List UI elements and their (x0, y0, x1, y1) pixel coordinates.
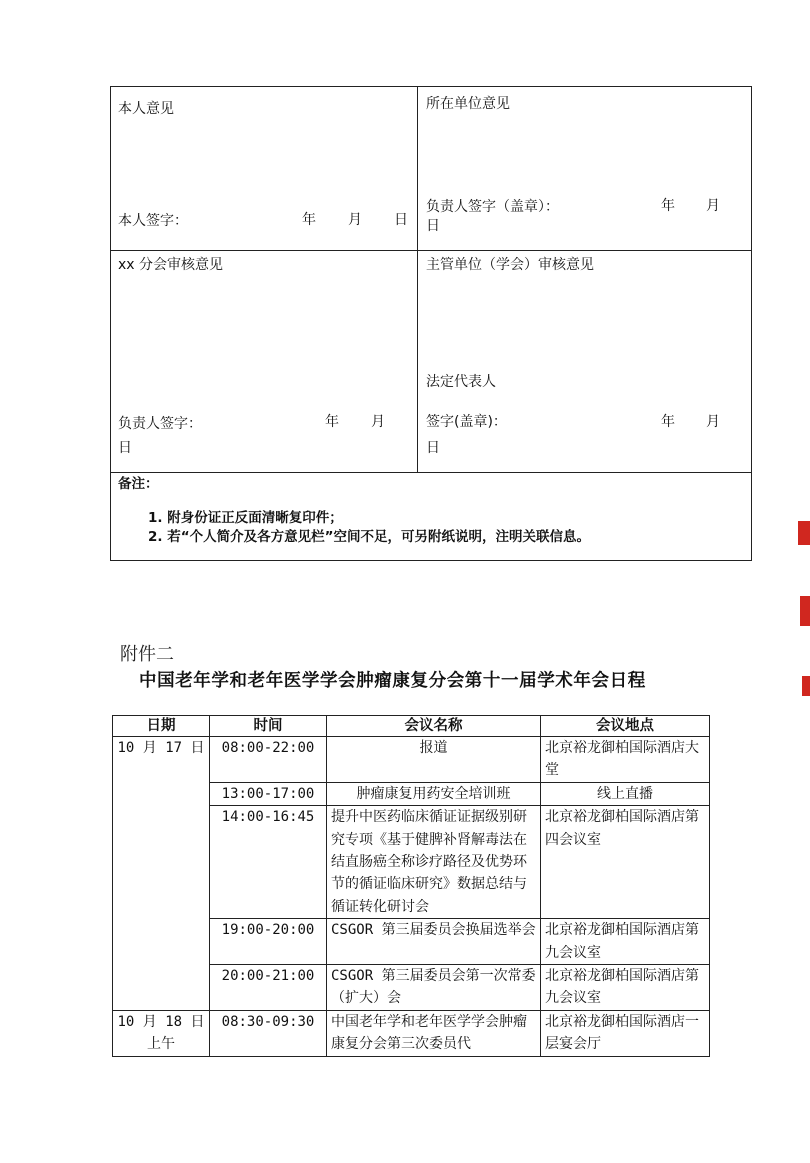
unit-sign-label: 负责人签字（盖章）： (426, 199, 559, 215)
branch-sign-year: 年 (325, 414, 339, 430)
self-opinion-label: 本人意见 (118, 101, 174, 117)
row-venue: 北京裕龙御柏国际酒店一层宴会厅 (541, 1010, 710, 1056)
legal-rep-label: 法定代表人 (426, 374, 496, 390)
row-venue: 北京裕龙御柏国际酒店大堂 (541, 737, 710, 783)
self-sign-day: 日 (394, 212, 408, 228)
row-time: 08:30-09:30 (210, 1010, 327, 1056)
row-time: 13:00-17:00 (210, 782, 327, 805)
stamp-fragment-1 (798, 521, 810, 545)
self-sign-year: 年 (302, 212, 316, 228)
notes-label: 备注： (118, 476, 159, 492)
row-date: 10 月 17 日 (113, 737, 210, 1011)
header-time: 时间 (210, 716, 327, 737)
opinion-form (110, 86, 752, 561)
form-divider-2 (111, 472, 751, 473)
branch-sign-label: 负责人签字： (118, 416, 202, 432)
unit-sign-month: 月 (706, 198, 720, 214)
row-name: CSGOR 第三届委员会换届选举会 (327, 919, 541, 965)
header-name: 会议名称 (327, 716, 541, 737)
row-venue: 北京裕龙御柏国际酒店第四会议室 (541, 806, 710, 919)
sup-sign-year: 年 (661, 414, 675, 430)
unit-opinion-label: 所在单位意见 (426, 96, 510, 112)
attachment-label: 附件二 (120, 644, 174, 665)
header-date: 日期 (113, 716, 210, 737)
row-venue: 北京裕龙御柏国际酒店第九会议室 (541, 919, 710, 965)
schedule-title: 中国老年学和老年医学学会肿瘤康复分会第十一届学术年会日程 (139, 671, 646, 691)
branch-sign-day: 日 (118, 440, 132, 456)
row-name: 中国老年学和老年医学学会肿瘤康复分会第三次委员代 (327, 1010, 541, 1056)
self-sign-month: 月 (348, 212, 362, 228)
unit-sign-year: 年 (661, 198, 675, 214)
branch-sign-month: 月 (371, 414, 385, 430)
sup-opinion-label: 主管单位（学会）审核意见 (426, 257, 594, 273)
row-time: 14:00-16:45 (210, 806, 327, 919)
sup-sign-month: 月 (706, 414, 720, 430)
note-1: 1. 附身份证正反面清晰复印件； (148, 510, 343, 526)
row-date: 10 月 18 日上午 (113, 1010, 210, 1056)
sup-sign-day: 日 (426, 440, 440, 456)
stamp-fragment-3 (802, 676, 810, 696)
table-row (113, 1010, 710, 1056)
sup-sign-label: 签字(盖章)： (426, 414, 507, 430)
table-row (113, 737, 710, 783)
self-sign-label: 本人签字： (118, 213, 188, 229)
row-name: 报道 (327, 737, 541, 783)
row-name: 肿瘤康复用药安全培训班 (327, 782, 541, 805)
stamp-fragment-2 (800, 596, 810, 626)
schedule-table (112, 715, 710, 1057)
header-venue: 会议地点 (541, 716, 710, 737)
form-vertical-divider (417, 87, 418, 472)
note-2: 2. 若“个人简介及各方意见栏”空间不足，可另附纸说明，注明关联信息。 (148, 529, 590, 545)
row-time: 19:00-20:00 (210, 919, 327, 965)
row-time: 08:00-22:00 (210, 737, 327, 783)
row-name: 提升中医药临床循证证据级别研究专项《基于健脾补肾解毒法在结直肠癌全称诊疗路径及优势环节的循证临床研究》数据总结与循证转化研讨会 (327, 806, 541, 919)
form-divider-1 (111, 250, 751, 251)
row-venue: 线上直播 (541, 782, 710, 805)
branch-opinion-label: xx 分会审核意见 (118, 257, 224, 273)
row-name: CSGOR 第三届委员会第一次常委（扩大）会 (327, 965, 541, 1011)
unit-sign-day: 日 (426, 218, 440, 234)
row-venue: 北京裕龙御柏国际酒店第九会议室 (541, 965, 710, 1011)
schedule-header-row (113, 716, 710, 737)
row-time: 20:00-21:00 (210, 965, 327, 1011)
